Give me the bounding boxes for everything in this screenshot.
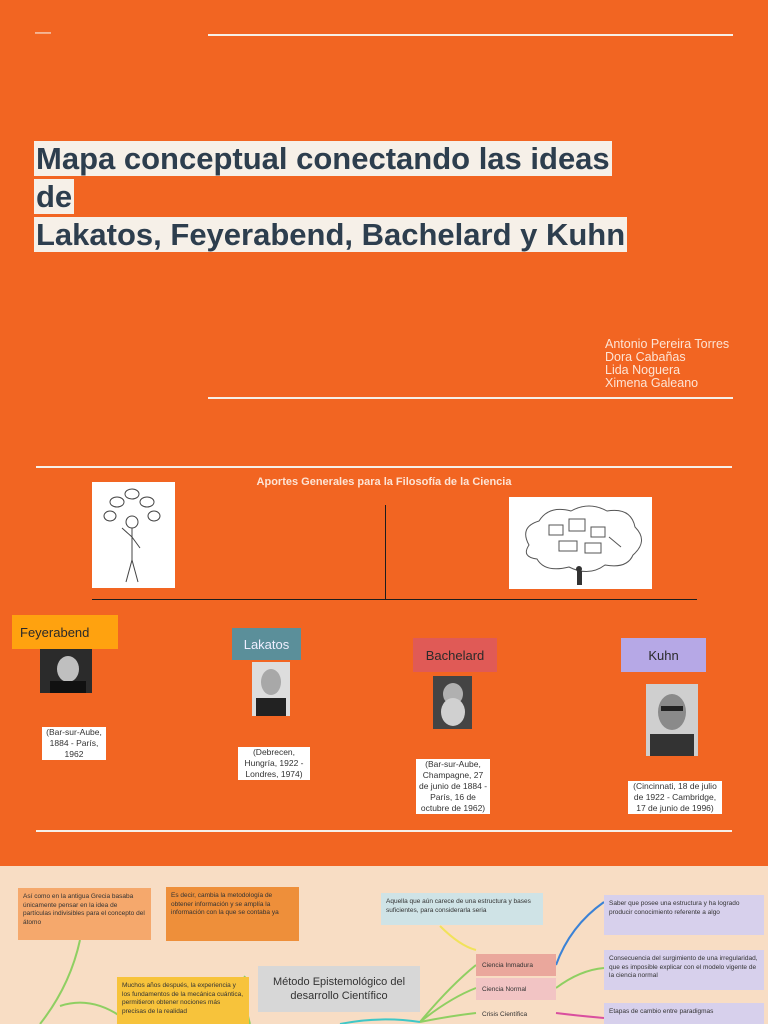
top-divider (208, 34, 733, 36)
tag-scientific-crisis: Crisis Científica (482, 1010, 528, 1018)
name-box-bachelard: Bachelard (413, 638, 497, 672)
note-stages: Etapas de cambio entre paradigmas (604, 1003, 764, 1024)
center-concept: Método Epistemológico del desarrollo Científico (258, 966, 420, 1012)
portrait-feyerabend-icon (40, 649, 92, 693)
thinking-person-icon (92, 482, 175, 588)
center-divider-line (385, 505, 386, 599)
tag-normal-science: Ciencia Normal (476, 978, 556, 1000)
thinking-person-illustration (92, 482, 175, 588)
portrait-lakatos-icon (252, 662, 290, 716)
section-divider (36, 466, 732, 468)
page-title (34, 140, 654, 254)
note-greece: Así como en la antigua Grecia basaba únicamente pensar en la idea de partículas indivisibles para el concepto del átomo (18, 888, 151, 940)
author-name: Lida Noguera (605, 363, 681, 377)
thought-cloud-illustration (509, 497, 652, 589)
header-dash: — (35, 24, 51, 41)
bio-lakatos: (Debrecen, Hungría, 1922 - Londres, 1974) (238, 747, 310, 780)
note-years: Muchos años después, la experiencia y los fundamentos de la mecánica cuántica, permitieron obtener nociones más precisas de la realidad (117, 977, 249, 1024)
authors-divider (208, 397, 733, 399)
note-method: Es decir, cambia la metodología de obtener información y se amplía la información con la que se contaba ya (166, 887, 299, 941)
author-name: Ximena Galeano (605, 376, 699, 390)
portrait-bachelard-icon (433, 676, 472, 729)
author-list (605, 338, 729, 390)
title-line-1: Mapa conceptual conectando las ideas de (36, 141, 610, 214)
section-title: Aportes Generales para la Filosofía de la Ciencia (256, 476, 512, 488)
section-baseline (92, 599, 697, 600)
portrait-kuhn (646, 684, 698, 756)
name-box-feyerabend: Feyerabend (12, 615, 118, 649)
bottom-divider (36, 830, 732, 832)
bio-kuhn: (Cincinnati, 18 de julio de 1922 - Cambridge, 17 de junio de 1996) (628, 781, 722, 814)
portrait-bachelard (433, 676, 472, 729)
author-name: Dora Cabañas (605, 350, 686, 364)
thought-cloud-icon (509, 497, 652, 589)
note-consequence: Consecuencia del surgimiento de una irregularidad, que es imposible explicar con el modelo vigente de la ciencia normal (604, 950, 764, 990)
name-box-lakatos: Lakatos (232, 628, 301, 660)
name-box-kuhn: Kuhn (621, 638, 706, 672)
portrait-lakatos (252, 662, 290, 716)
note-knowledge: Saber que posee una estructura y ha logrado producir conocimiento referente a algo (604, 895, 764, 935)
concept-map-panel (0, 866, 768, 1024)
bio-feyerabend: (Bar-sur-Aube, 1884 - París, 1962 (42, 727, 106, 760)
portrait-kuhn-icon (646, 684, 698, 756)
note-immature-science: Aquella que aún carece de una estructura y bases suficientes, para considerarla seria (381, 893, 543, 925)
title-line-2: Lakatos, Feyerabend, Bachelard y Kuhn (36, 217, 626, 252)
tag-immature-science: Ciencia Inmadura (476, 954, 556, 976)
author-name: Antonio Pereira Torres (605, 337, 730, 351)
portrait-feyerabend (40, 649, 92, 693)
bio-bachelard: (Bar-sur-Aube, Champagne, 27 de junio de 1884 - París, 16 de octubre de 1962) (416, 759, 490, 814)
